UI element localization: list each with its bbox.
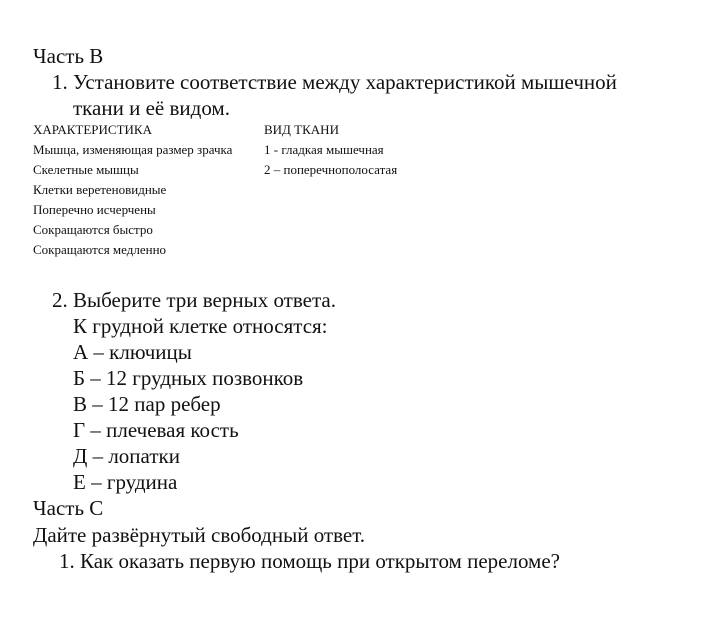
answer-option: А – ключицы: [73, 340, 192, 364]
tissue-types-column: [264, 120, 397, 180]
question-2-line-1: 2. Выберите три верных ответа.: [52, 288, 336, 312]
answer-option: Е – грудина: [73, 470, 178, 494]
question-1-line-2: ткани и её видом.: [73, 96, 230, 120]
part-c-question-1: 1. Как оказать первую помощь при открытом переломе?: [59, 549, 560, 573]
tissue-types-header: ВИД ТКАНИ: [264, 122, 339, 137]
characteristic-item: Поперечно исчерчены: [33, 202, 156, 217]
characteristic-item: Скелетные мышцы: [33, 162, 139, 177]
answer-option: В – 12 пар ребер: [73, 392, 221, 416]
characteristic-item: Сокращаются быстро: [33, 222, 153, 237]
answer-option: Д – лопатки: [73, 444, 180, 468]
characteristics-column: [33, 120, 232, 260]
part-c-heading: Часть С: [33, 496, 104, 520]
characteristic-item: Мышца, изменяющая размер зрачка: [33, 142, 233, 157]
part-b-heading: Часть В: [33, 44, 104, 68]
answer-option: Г – плечевая кость: [73, 418, 239, 442]
question-2-options: [73, 339, 303, 495]
tissue-type-item: 2 – поперечнополосатая: [264, 162, 398, 177]
tissue-type-item: 1 - гладкая мышечная: [264, 142, 384, 157]
part-c-instruction: Дайте развёрнутый свободный ответ.: [33, 523, 366, 547]
characteristic-item: Клетки веретеновидные: [33, 182, 167, 197]
question-2-line-2: К грудной клетке относятся:: [73, 314, 328, 338]
characteristics-header: ХАРАКТЕРИСТИКА: [33, 122, 152, 137]
answer-option: Б – 12 грудных позвонков: [73, 366, 304, 390]
question-1-line-1: 1. Установите соответствие между характеристикой мышечной: [52, 70, 617, 94]
characteristic-item: Сокращаются медленно: [33, 242, 167, 257]
